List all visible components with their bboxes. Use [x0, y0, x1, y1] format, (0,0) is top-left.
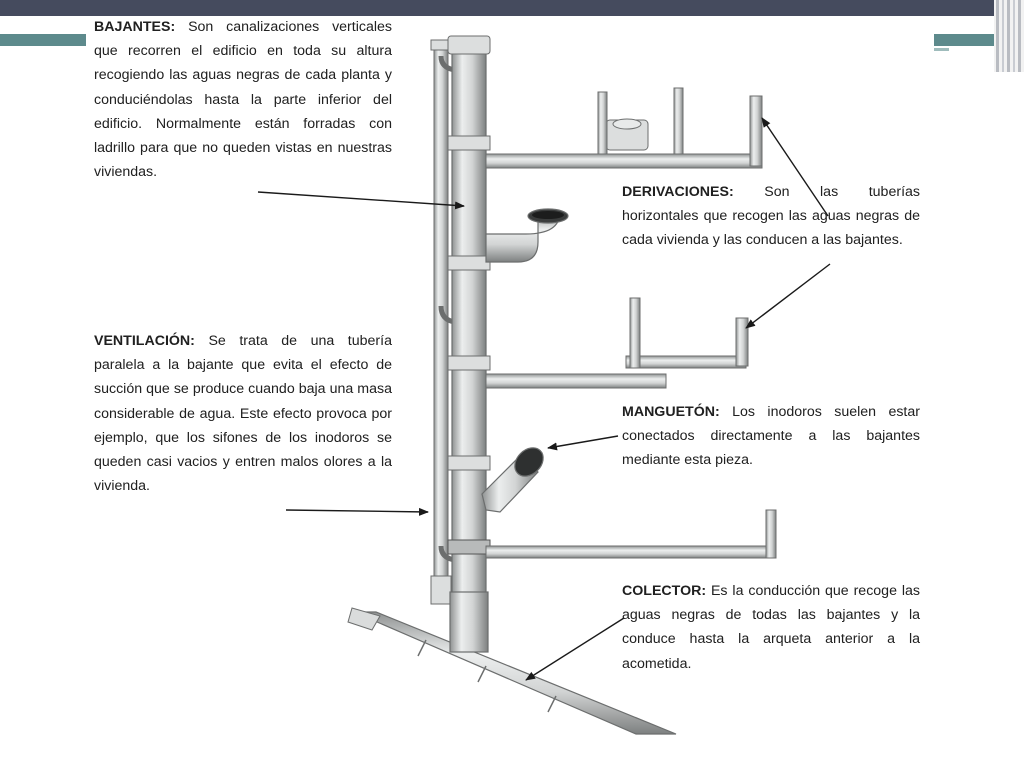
note-ventilacion-text: Se trata de una tubería paralela a la bajante que evita el efecto de succión que se produce cuando baja una masa considerable de agua. Este efecto provoca por ejemplo, que los sifones de los inodoros se queden casi vacios y entren malos olores a la vivienda.	[94, 333, 392, 495]
derivacion-middle	[486, 298, 748, 388]
accent-line-right	[933, 48, 949, 51]
note-colector-text: Es la conducción que recoge las aguas negras de todas las bajantes y la conduce hasta la arqueta anterior a la acometida.	[622, 583, 920, 672]
manguetin-branch	[482, 442, 549, 512]
note-manguetin	[622, 400, 920, 473]
note-ventilacion-term: VENTILACIÓN:	[94, 333, 195, 349]
top-bar	[0, 0, 1024, 16]
derivacion-lower	[486, 510, 776, 558]
note-bajantes-text: Son canalizaciones verticales que recorren el edificio en toda su altura recogiendo las aguas negras de cada planta y conduciéndolas hasta la parte inferior del edificio. Normalmente están forradas con ladrillo para que no queden vistas en nuestras viviendas.	[94, 19, 392, 181]
note-derivaciones-text: Son las tuberías horizontales que recogen las aguas negras de cada vivienda y las conducen a las bajantes.	[622, 184, 920, 249]
note-colector	[622, 579, 920, 676]
accent-bar-left	[0, 34, 90, 46]
note-ventilacion	[94, 329, 392, 498]
arrow-derivaciones-2	[746, 264, 830, 328]
accent-bar-right	[933, 34, 995, 46]
elbow-socket	[486, 209, 568, 262]
note-derivaciones	[622, 180, 920, 253]
arrow-ventilacion	[286, 510, 428, 512]
slide-content	[86, 16, 934, 736]
arrow-bajantes	[258, 192, 464, 206]
arrow-manguetin	[548, 436, 618, 448]
ventilation-pipe	[431, 40, 455, 604]
note-bajantes	[94, 15, 392, 184]
note-manguetin-term: MANGUETÓN:	[622, 404, 720, 420]
derivacion-top	[486, 88, 762, 168]
note-colector-term: COLECTOR:	[622, 583, 707, 599]
note-bajantes-term: BAJANTES:	[94, 19, 176, 35]
bajante-pipe	[448, 36, 490, 652]
corner-decoration	[994, 0, 1024, 72]
note-manguetin-text: Los inodoros suelen estar conectados directamente a las bajantes mediante esta pieza.	[622, 404, 920, 469]
arrow-colector	[526, 618, 624, 680]
note-derivaciones-term: DERIVACIONES:	[622, 184, 734, 200]
